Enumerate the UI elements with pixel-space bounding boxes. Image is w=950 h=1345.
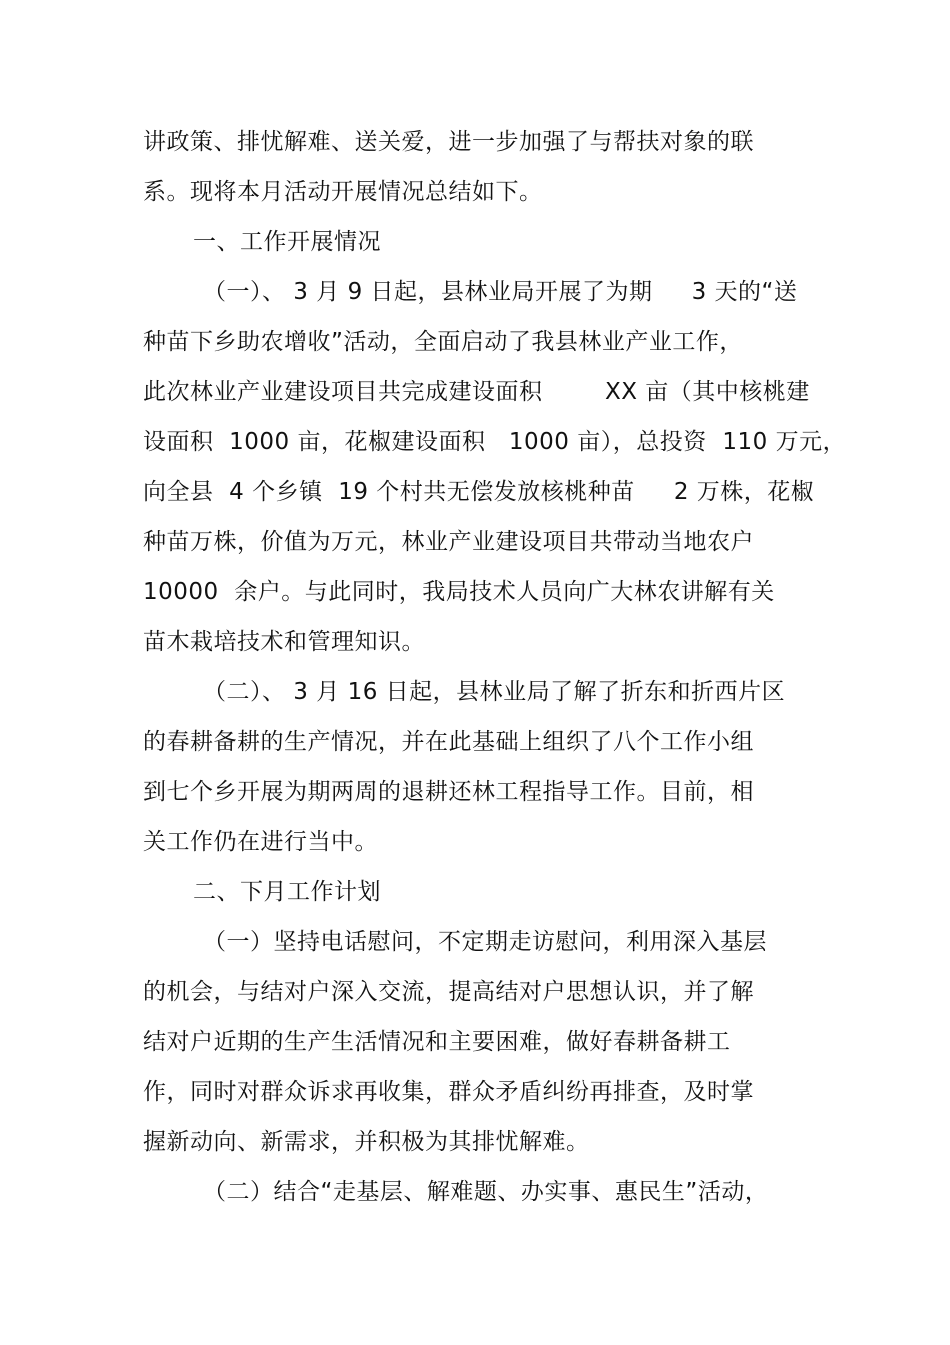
paragraph-line: 系。现将本月活动开展情况总结如下。 <box>143 179 543 205</box>
paragraph-line: 向全县 4 个乡镇 19 个村共无偿发放核桃种苗 2 万株，花椒 <box>143 479 815 505</box>
paragraph-line: （一）、 3 月 9 日起，县林业局开展了为期 3 天的“送 <box>203 279 798 305</box>
paragraph-line: 种苗万株，价值为万元，林业产业建设项目共带动当地农户 <box>143 529 754 555</box>
section-heading: 二、下月工作计划 <box>193 879 381 905</box>
paragraph-line: 作，同时对群众诉求再收集，群众矛盾纠纷再排查，及时掌 <box>143 1079 754 1105</box>
paragraph-line: 设面积 1000 亩，花椒建设面积 1000 亩），总投资 110 万元， <box>143 429 847 455</box>
section-heading: 一、工作开展情况 <box>193 229 381 255</box>
paragraph-line: （二）、 3 月 16 日起，县林业局了解了折东和折西片区 <box>203 679 786 705</box>
paragraph-line: 到七个乡开展为期两周的退耕还林工程指导工作。目前，相 <box>143 779 754 805</box>
paragraph-line: 讲政策、排忧解难、送关爱，进一步加强了与帮扶对象的联 <box>143 129 754 155</box>
paragraph-line: 10000 余户。与此同时，我局技术人员向广大林农讲解有关 <box>143 579 775 605</box>
paragraph-line: 此次林业产业建设项目共完成建设面积 XX 亩（其中核桃建 <box>143 379 810 405</box>
paragraph-line: 的春耕备耕的生产情况，并在此基础上组织了八个工作小组 <box>143 729 754 755</box>
paragraph-line: （一）坚持电话慰问，不定期走访慰问，利用深入基层 <box>203 929 767 955</box>
paragraph-line: 结对户近期的生产生活情况和主要困难，做好春耕备耕工 <box>143 1029 731 1055</box>
paragraph-line: （二）结合“走基层、解难题、办实事、惠民生”活动， <box>203 1179 769 1205</box>
paragraph-line: 关工作仍在进行当中。 <box>143 829 378 855</box>
paragraph-line: 苗木栽培技术和管理知识。 <box>143 629 425 655</box>
paragraph-line: 种苗下乡助农增收”活动，全面启动了我县林业产业工作， <box>143 329 743 355</box>
paragraph-line: 握新动向、新需求，并积极为其排忧解难。 <box>143 1129 590 1155</box>
paragraph-line: 的机会，与结对户深入交流，提高结对户思想认识，并了解 <box>143 979 754 1005</box>
